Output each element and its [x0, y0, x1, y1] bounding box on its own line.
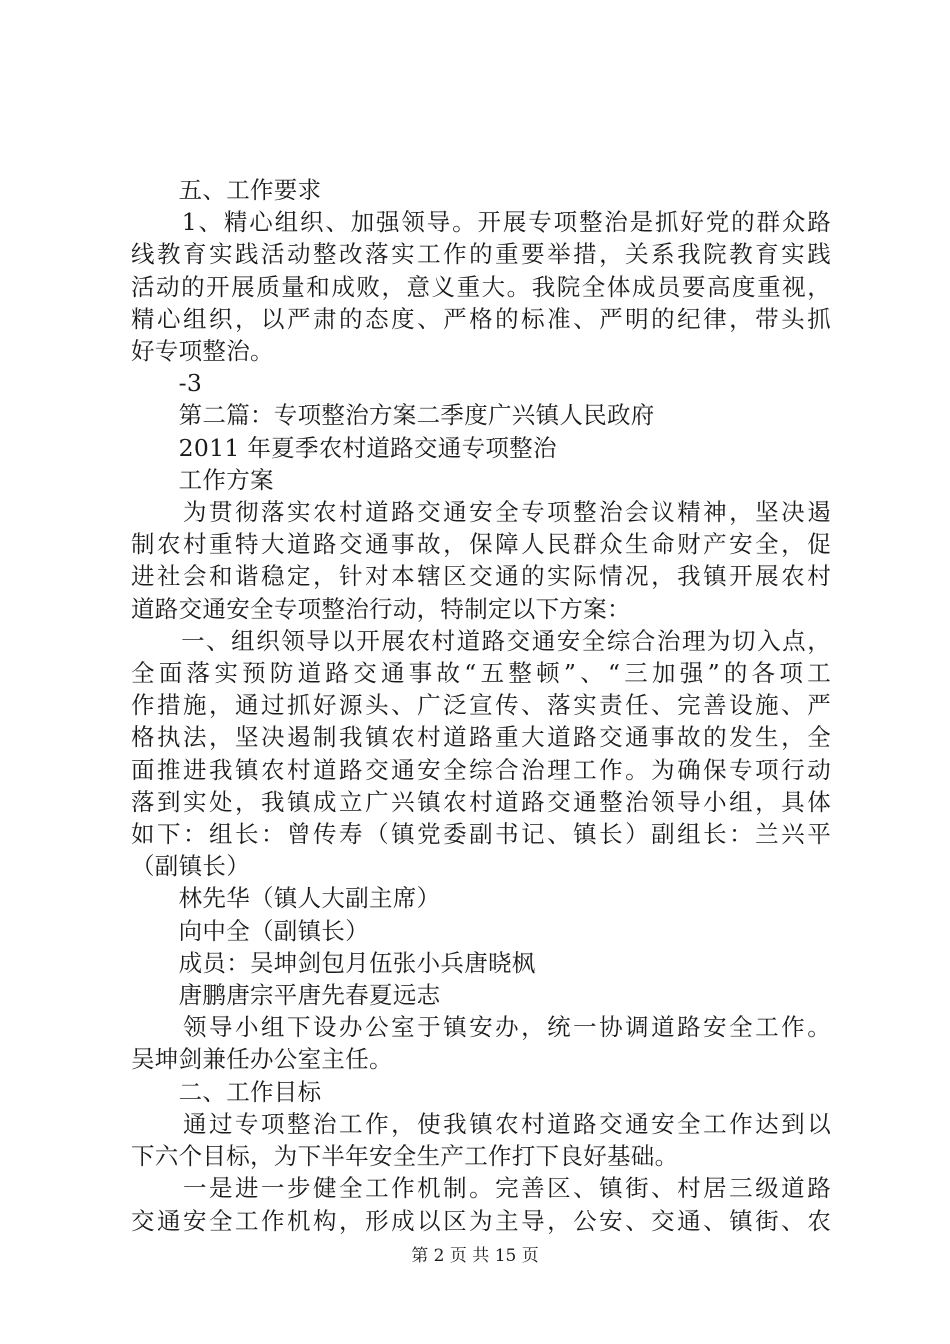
body-text-line: 一、组织领导以开展农村道路交通安全综合治理为切入点，: [131, 626, 831, 655]
body-text-line: 成员：吴坤剑包月伍张小兵唐晓枫: [131, 948, 536, 977]
body-text-line: 如下：组长：曾传寿（镇党委副书记、镇长）副组长：兰兴平: [131, 820, 831, 849]
body-text-line: 制农村重特大道路交通事故，保障人民群众生命财产安全，促: [131, 530, 831, 559]
body-text-line: 为贯彻落实农村道路交通安全专项整治会议精神，坚决遏: [131, 498, 831, 527]
document-body: [131, 174, 831, 1237]
body-text-line: 1、精心组织、加强领导。开展专项整治是抓好党的群众路: [131, 208, 831, 237]
body-text-line: 唐鹏唐宗平唐先春夏远志: [131, 981, 441, 1010]
body-text-line: 2011 年夏季农村道路交通专项整治: [131, 433, 557, 462]
body-text-line: 向中全（副镇长）: [131, 916, 369, 945]
body-text-line: 全面落实预防道路交通事故“五整顿”、“三加强”的各项工: [131, 659, 831, 688]
body-text-line: 作措施，通过抓好源头、广泛宣传、落实责任、完善设施、严: [131, 691, 831, 720]
page-footer: 第 2 页 共 15 页: [411, 1246, 539, 1266]
body-text-line: 领导小组下设办公室于镇安办，统一协调道路安全工作。: [131, 1013, 831, 1042]
body-text-line: 道路交通安全专项整治行动，特制定以下方案：: [131, 594, 631, 623]
body-text-line: 精心组织，以严肃的态度、严格的标准、严明的纪律，带头抓: [131, 304, 831, 333]
body-text-line: 一是进一步健全工作机制。完善区、镇街、村居三级道路: [131, 1174, 831, 1203]
body-text-line: 第二篇：专项整治方案二季度广兴镇人民政府: [131, 401, 655, 430]
body-text-line: -3: [131, 369, 203, 398]
body-text-line: 好专项整治。: [131, 337, 274, 366]
body-text-line: 二、工作目标: [131, 1077, 322, 1106]
body-text-line: 下六个目标，为下半年安全生产工作打下良好基础。: [131, 1142, 679, 1171]
body-text-line: 面推进我镇农村道路交通安全综合治理工作。为确保专项行动: [131, 755, 831, 784]
body-text-line: 落到实处，我镇成立广兴镇农村道路交通整治领导小组，具体: [131, 787, 831, 816]
body-text-line: 吴坤剑兼任办公室主任。: [131, 1045, 393, 1074]
body-text-line: 林先华（镇人大副主席）: [131, 884, 441, 913]
body-text-line: 格执法，坚决遏制我镇农村道路重大道路交通事故的发生，全: [131, 723, 831, 752]
body-text-line: 活动的开展质量和成败，意义重大。我院全体成员要高度重视，: [131, 272, 831, 301]
body-text-line: 进社会和谐稳定，针对本辖区交通的实际情况，我镇开展农村: [131, 562, 831, 591]
body-text-line: 通过专项整治工作，使我镇农村道路交通安全工作达到以: [131, 1109, 831, 1138]
body-text-line: 工作方案: [131, 465, 274, 494]
body-text-line: 交通安全工作机构，形成以区为主导，公安、交通、镇街、农: [131, 1206, 831, 1235]
body-text-line: （副镇长）: [131, 852, 250, 881]
body-text-line: 五、工作要求: [131, 176, 322, 204]
body-text-line: 线教育实践活动整改落实工作的重要举措，关系我院教育实践: [131, 240, 831, 269]
